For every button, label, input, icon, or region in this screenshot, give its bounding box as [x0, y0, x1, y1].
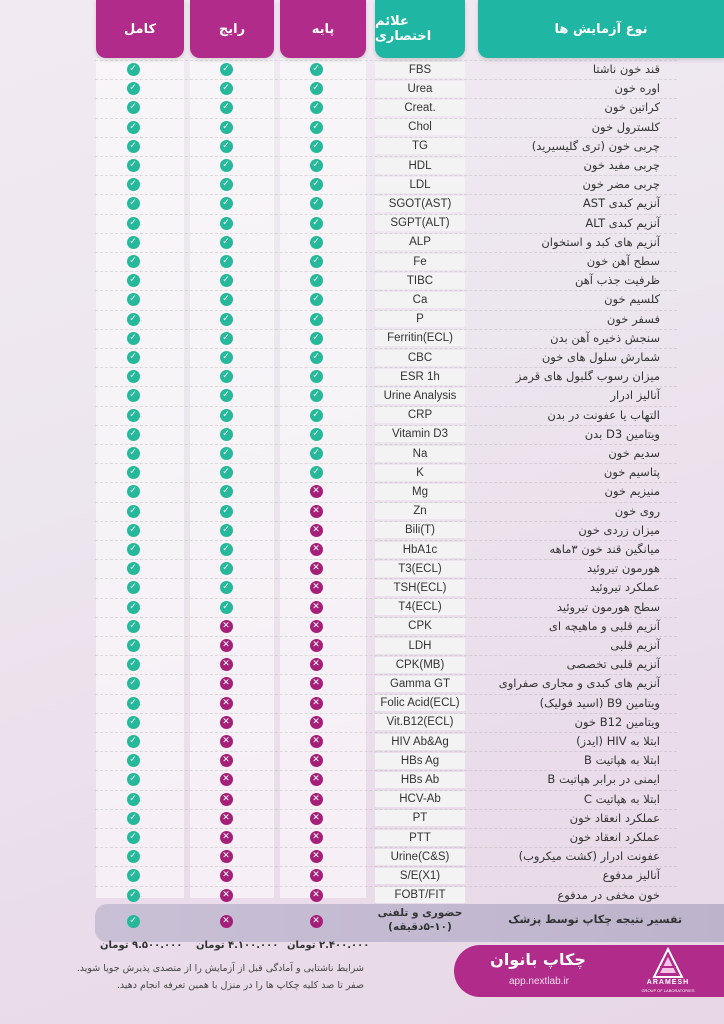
check-circle-icon: ✓ — [220, 274, 233, 287]
row-test-name: ویتامین B9 (اسید فولیک) — [539, 695, 660, 710]
check-circle-icon: ✓ — [310, 447, 323, 460]
check-circle-icon: ✓ — [220, 197, 233, 210]
x-circle-icon: ✕ — [220, 889, 233, 902]
check-circle-icon: ✓ — [220, 236, 233, 249]
check-circle-icon: ✓ — [220, 351, 233, 364]
row-test-name: سنجش ذخیره آهن بدن — [550, 330, 660, 345]
check-circle-icon: ✓ — [127, 485, 140, 498]
x-circle-icon: ✕ — [310, 639, 323, 652]
row-abbreviation: T3(ECL) — [375, 561, 465, 577]
row-abbreviation: ALP — [375, 234, 465, 250]
row-test-name: ابتلا به هپاتیت C — [583, 791, 660, 806]
note-line1: شرایط ناشتایی و آمادگی قبل از آزمایش را از متصدی پذیرش جویا شوید. — [76, 963, 364, 974]
x-circle-icon: ✕ — [220, 639, 233, 652]
check-circle-icon: ✓ — [220, 217, 233, 230]
row-abbreviation: PT — [375, 810, 465, 826]
row-test-name: عملکرد تیروئید — [589, 580, 660, 595]
x-circle-icon: ✕ — [310, 773, 323, 786]
brand-url: app.nextlab.ir — [508, 976, 570, 987]
check-circle-icon: ✓ — [220, 543, 233, 556]
check-circle-icon: ✓ — [310, 313, 323, 326]
x-circle-icon: ✕ — [310, 697, 323, 710]
interpretation-mode-line1: حضوری و تلفنی — [377, 907, 463, 919]
row-abbreviation: Zn — [375, 503, 465, 519]
check-circle-icon: ✓ — [127, 601, 140, 614]
check-circle-icon: ✓ — [220, 178, 233, 191]
check-circle-icon: ✓ — [220, 447, 233, 460]
row-abbreviation: FOBT/FIT — [375, 887, 465, 903]
check-circle-icon: ✓ — [127, 217, 140, 230]
check-circle-icon: ✓ — [220, 63, 233, 76]
row-test-name: ویتامین D3 بدن — [584, 426, 660, 441]
check-circle-icon: ✓ — [127, 447, 140, 460]
check-circle-icon: ✓ — [127, 850, 140, 863]
row-test-name: ابتلا به هپاتیت B — [584, 753, 660, 768]
check-circle-icon: ✓ — [127, 428, 140, 441]
check-circle-icon: ✓ — [127, 351, 140, 364]
check-circle-icon: ✓ — [127, 121, 140, 134]
check-circle-icon: ✓ — [127, 505, 140, 518]
row-test-name: کراتین خون — [604, 100, 660, 115]
doctor-interpretation-label: تفسیر نتیجه چکاپ توسط پزشک — [508, 913, 682, 926]
row-test-name: چربی مضر خون — [582, 177, 660, 192]
check-circle-icon: ✓ — [127, 581, 140, 594]
x-circle-icon: ✕ — [220, 869, 233, 882]
row-test-name: آنزیم قلبی — [610, 638, 660, 652]
x-circle-icon: ✕ — [220, 658, 233, 671]
x-circle-icon: ✕ — [220, 620, 233, 633]
check-circle-icon: ✓ — [127, 274, 140, 287]
row-test-name: سطح هورمون تیروئید — [556, 599, 660, 614]
check-circle-icon: ✓ — [310, 428, 323, 441]
row-test-name: چربی خون (تری گلیسیرید) — [531, 138, 660, 153]
check-circle-icon: ✓ — [310, 101, 323, 114]
x-circle-icon: ✕ — [310, 716, 323, 729]
check-circle-icon: ✓ — [127, 101, 140, 114]
check-circle-icon: ✓ — [220, 485, 233, 498]
row-abbreviation: TSH(ECL) — [375, 580, 465, 596]
check-circle-icon: ✓ — [310, 236, 323, 249]
check-circle-icon: ✓ — [127, 716, 140, 729]
row-abbreviation: ESR 1h — [375, 369, 465, 385]
check-circle-icon: ✓ — [127, 82, 140, 95]
check-circle-icon: ✓ — [127, 793, 140, 806]
check-circle-icon: ✓ — [220, 409, 233, 422]
row-abbreviation: HCV-Ab — [375, 791, 465, 807]
row-abbreviation: Chol — [375, 119, 465, 135]
x-circle-icon: ✕ — [310, 869, 323, 882]
price-basic: ۲.۴۰۰.۰۰۰ تومان — [287, 940, 370, 951]
x-circle-icon: ✕ — [220, 716, 233, 729]
row-test-name: آنزیم کبدی AST — [582, 196, 660, 211]
header-full: کامل — [96, 0, 184, 58]
x-circle-icon: ✕ — [310, 581, 323, 594]
row-test-name: میزان رسوب گلبول های قرمز — [515, 369, 660, 384]
aramesh-logo — [624, 947, 712, 995]
check-circle-icon: ✓ — [310, 370, 323, 383]
row-abbreviation: TG — [375, 138, 465, 154]
x-circle-icon: ✕ — [310, 831, 323, 844]
row-abbreviation: SGPT(ALT) — [375, 215, 465, 231]
check-circle-icon: ✓ — [220, 293, 233, 306]
row-abbreviation: Bili(T) — [375, 522, 465, 538]
check-circle-icon: ✓ — [127, 313, 140, 326]
row-abbreviation: Fe — [375, 254, 465, 270]
row-abbreviation: LDL — [375, 177, 465, 193]
check-circle-icon: ✓ — [127, 620, 140, 633]
check-circle-icon: ✓ — [220, 505, 233, 518]
check-circle-icon: ✓ — [310, 159, 323, 172]
check-circle-icon: ✓ — [127, 236, 140, 249]
check-circle-icon: ✓ — [220, 101, 233, 114]
row-test-name: عملکرد انعقاد خون — [569, 830, 660, 844]
check-circle-icon: ✓ — [220, 82, 233, 95]
check-circle-icon: ✓ — [127, 754, 140, 767]
row-test-name: میزان زردی خون — [578, 522, 660, 537]
row-test-name: سدیم خون — [608, 446, 660, 460]
interpretation-mode-line2: (۵-۱۰دقیقه) — [388, 921, 452, 933]
check-circle-icon: ✓ — [310, 255, 323, 268]
check-circle-icon: ✓ — [220, 370, 233, 383]
check-circle-icon: ✓ — [127, 869, 140, 882]
check-circle-icon: ✓ — [127, 735, 140, 748]
row-abbreviation: HbA1c — [375, 542, 465, 558]
x-circle-icon: ✕ — [310, 620, 323, 633]
check-circle-icon: ✓ — [220, 581, 233, 594]
row-abbreviation: Urine Analysis — [375, 388, 465, 404]
x-circle-icon: ✕ — [220, 754, 233, 767]
row-test-name: آنزیم کبدی ALT — [585, 215, 660, 230]
row-abbreviation: Gamma GT — [375, 676, 465, 692]
row-test-name: میانگین قند خون ۳ماهه — [549, 542, 660, 556]
x-circle-icon: ✕ — [220, 697, 233, 710]
check-circle-icon: ✓ — [127, 658, 140, 671]
row-abbreviation: LDH — [375, 638, 465, 654]
check-circle-icon: ✓ — [220, 159, 233, 172]
check-circle-icon: ✓ — [220, 332, 233, 345]
check-circle-icon: ✓ — [127, 197, 140, 210]
row-abbreviation: Ferritin(ECL) — [375, 330, 465, 346]
row-abbreviation: HIV Ab&Ag — [375, 734, 465, 750]
row-abbreviation: CPK — [375, 618, 465, 634]
row-abbreviation: Creat. — [375, 100, 465, 116]
x-circle-icon: ✕ — [310, 505, 323, 518]
check-circle-icon: ✓ — [310, 140, 323, 153]
row-test-name: سطح آهن خون — [586, 254, 660, 268]
check-circle-icon: ✓ — [127, 562, 140, 575]
check-circle-icon: ✓ — [127, 831, 140, 844]
row-abbreviation: Ca — [375, 292, 465, 308]
x-circle-icon: ✕ — [220, 735, 233, 748]
x-circle-icon: ✕ — [310, 543, 323, 556]
check-circle-icon: ✓ — [310, 178, 323, 191]
check-circle-icon: ✓ — [127, 332, 140, 345]
x-circle-icon: ✕ — [310, 889, 323, 902]
check-circle-icon: ✓ — [310, 217, 323, 230]
check-circle-icon: ✓ — [127, 812, 140, 825]
check-circle-icon: ✓ — [127, 178, 140, 191]
check-circle-icon: ✓ — [220, 524, 233, 537]
check-circle-icon: ✓ — [310, 466, 323, 479]
row-abbreviation: Mg — [375, 484, 465, 500]
row-abbreviation: CRP — [375, 407, 465, 423]
row-test-name: فسفر خون — [606, 311, 660, 326]
row-abbreviation: Na — [375, 446, 465, 462]
check-circle-icon: ✓ — [127, 466, 140, 479]
row-test-name: پتاسیم خون — [603, 465, 660, 480]
check-circle-icon: ✓ — [310, 197, 323, 210]
x-circle-icon: ✕ — [310, 601, 323, 614]
x-circle-icon: ✕ — [220, 773, 233, 786]
x-circle-icon: ✕ — [310, 915, 323, 928]
row-test-name: شمارش سلول های خون — [541, 350, 660, 364]
x-circle-icon: ✕ — [310, 850, 323, 863]
x-circle-icon: ✕ — [310, 524, 323, 537]
row-test-name: خون مخفی در مدفوع — [557, 887, 660, 902]
x-circle-icon: ✕ — [220, 677, 233, 690]
header-abbr: علائم اختصاری — [375, 0, 465, 58]
x-circle-icon: ✕ — [310, 793, 323, 806]
x-circle-icon: ✕ — [310, 658, 323, 671]
row-test-name: ابتلا به HIV (ایدز) — [576, 734, 660, 748]
row-test-name: کلسیم خون — [604, 292, 660, 307]
row-test-name: آنزیم های کبد و استخوان — [541, 234, 660, 249]
check-circle-icon: ✓ — [310, 293, 323, 306]
row-abbreviation: CPK(MB) — [375, 657, 465, 673]
row-abbreviation: HBs Ab — [375, 772, 465, 788]
check-circle-icon: ✓ — [310, 389, 323, 402]
row-test-name: آنزیم های کبدی و مجاری صفراوی — [498, 676, 660, 691]
row-test-name: عفونت ادرار (کشت میکروب) — [518, 849, 660, 864]
check-circle-icon: ✓ — [310, 332, 323, 345]
row-test-name: روی خون — [614, 503, 660, 518]
row-test-name: قند خون ناشتا — [592, 62, 660, 76]
x-circle-icon: ✕ — [220, 831, 233, 844]
interpretation-mode — [375, 906, 465, 934]
row-test-name: عملکرد انعقاد خون — [569, 810, 660, 825]
check-circle-icon: ✓ — [310, 351, 323, 364]
check-circle-icon: ✓ — [220, 140, 233, 153]
check-circle-icon: ✓ — [220, 389, 233, 402]
price-common: ۴.۱۰۰.۰۰۰ تومان — [196, 940, 279, 951]
header-basic: پایه — [280, 0, 366, 58]
row-abbreviation: HDL — [375, 158, 465, 174]
check-circle-icon: ✓ — [127, 773, 140, 786]
check-circle-icon: ✓ — [220, 601, 233, 614]
row-abbreviation: T4(ECL) — [375, 599, 465, 615]
row-test-name: اوره خون — [614, 81, 660, 96]
x-circle-icon: ✕ — [220, 915, 233, 928]
header-common: رایج — [190, 0, 274, 58]
row-test-name: آنالیز مدفوع — [602, 868, 660, 883]
price-full: ۹.۵۰۰.۰۰۰ تومان — [100, 940, 183, 951]
check-circle-icon: ✓ — [310, 274, 323, 287]
check-circle-icon: ✓ — [127, 677, 140, 690]
check-circle-icon: ✓ — [127, 255, 140, 268]
x-circle-icon: ✕ — [310, 754, 323, 767]
x-circle-icon: ✕ — [220, 812, 233, 825]
check-circle-icon: ✓ — [127, 639, 140, 652]
brand-badge — [454, 945, 724, 997]
check-circle-icon: ✓ — [127, 889, 140, 902]
row-test-name: ایمنی در برابر هپاتیت B — [547, 772, 660, 787]
row-test-name: هورمون تیروئید — [586, 561, 660, 576]
row-test-name: آنالیز ادرار — [610, 388, 660, 403]
row-abbreviation: P — [375, 311, 465, 327]
row-abbreviation: FBS — [375, 62, 465, 78]
check-circle-icon: ✓ — [127, 543, 140, 556]
check-circle-icon: ✓ — [127, 140, 140, 153]
row-test-name: التهاب یا عفونت در بدن — [547, 407, 660, 422]
row-abbreviation: Urine(C&S) — [375, 849, 465, 865]
brand-title: چکاپ بانوان — [490, 950, 586, 969]
check-circle-icon: ✓ — [127, 389, 140, 402]
check-circle-icon: ✓ — [220, 121, 233, 134]
row-abbreviation: Vitamin D3 — [375, 426, 465, 442]
check-circle-icon: ✓ — [220, 255, 233, 268]
header-test-type: نوع آزمایش ها — [478, 0, 724, 58]
row-test-name: ویتامین B12 خون — [574, 714, 660, 729]
logo-text: ARAMESH — [646, 979, 690, 986]
row-abbreviation: Vit.B12(ECL) — [375, 714, 465, 730]
check-circle-icon: ✓ — [220, 466, 233, 479]
row-abbreviation: TIBC — [375, 273, 465, 289]
check-circle-icon: ✓ — [220, 313, 233, 326]
row-test-name: چربی مفید خون — [583, 158, 660, 172]
x-circle-icon: ✕ — [310, 562, 323, 575]
note-line2: صفر تا صد کلیه چکاپ ها را در منزل با همین تعرفه انجام دهید. — [116, 980, 364, 991]
x-circle-icon: ✕ — [220, 850, 233, 863]
check-circle-icon: ✓ — [220, 428, 233, 441]
row-abbreviation: K — [375, 465, 465, 481]
check-circle-icon: ✓ — [310, 121, 323, 134]
row-abbreviation: PTT — [375, 830, 465, 846]
aramesh-logo-icon — [624, 947, 712, 981]
row-abbreviation: S/E(X1) — [375, 868, 465, 884]
check-circle-icon: ✓ — [127, 409, 140, 422]
row-abbreviation: HBs Ag — [375, 753, 465, 769]
check-circle-icon: ✓ — [127, 370, 140, 383]
check-circle-icon: ✓ — [310, 82, 323, 95]
x-circle-icon: ✕ — [310, 735, 323, 748]
check-circle-icon: ✓ — [220, 562, 233, 575]
row-test-name: کلسترول خون — [591, 119, 660, 134]
logo-subtext: GROUP OF LABORATORIES — [641, 988, 695, 993]
row-abbreviation: Urea — [375, 81, 465, 97]
check-circle-icon: ✓ — [127, 293, 140, 306]
row-test-name: منیزیم خون — [604, 484, 660, 499]
row-abbreviation: SGOT(AST) — [375, 196, 465, 212]
row-abbreviation: Folic Acid(ECL) — [375, 695, 465, 711]
x-circle-icon: ✕ — [310, 485, 323, 498]
row-abbreviation: CBC — [375, 350, 465, 366]
row-test-name: آنزیم قلبی و ماهیچه ای — [548, 618, 660, 633]
check-circle-icon: ✓ — [127, 697, 140, 710]
x-circle-icon: ✕ — [220, 793, 233, 806]
x-circle-icon: ✕ — [310, 812, 323, 825]
check-circle-icon: ✓ — [127, 524, 140, 537]
check-circle-icon: ✓ — [127, 915, 140, 928]
x-circle-icon: ✕ — [310, 677, 323, 690]
row-test-name: ظرفیت جذب آهن — [574, 273, 660, 288]
check-circle-icon: ✓ — [310, 409, 323, 422]
row-test-name: آنزیم قلبی تخصصی — [566, 657, 660, 672]
check-circle-icon: ✓ — [127, 159, 140, 172]
check-circle-icon: ✓ — [310, 63, 323, 76]
check-circle-icon: ✓ — [127, 63, 140, 76]
